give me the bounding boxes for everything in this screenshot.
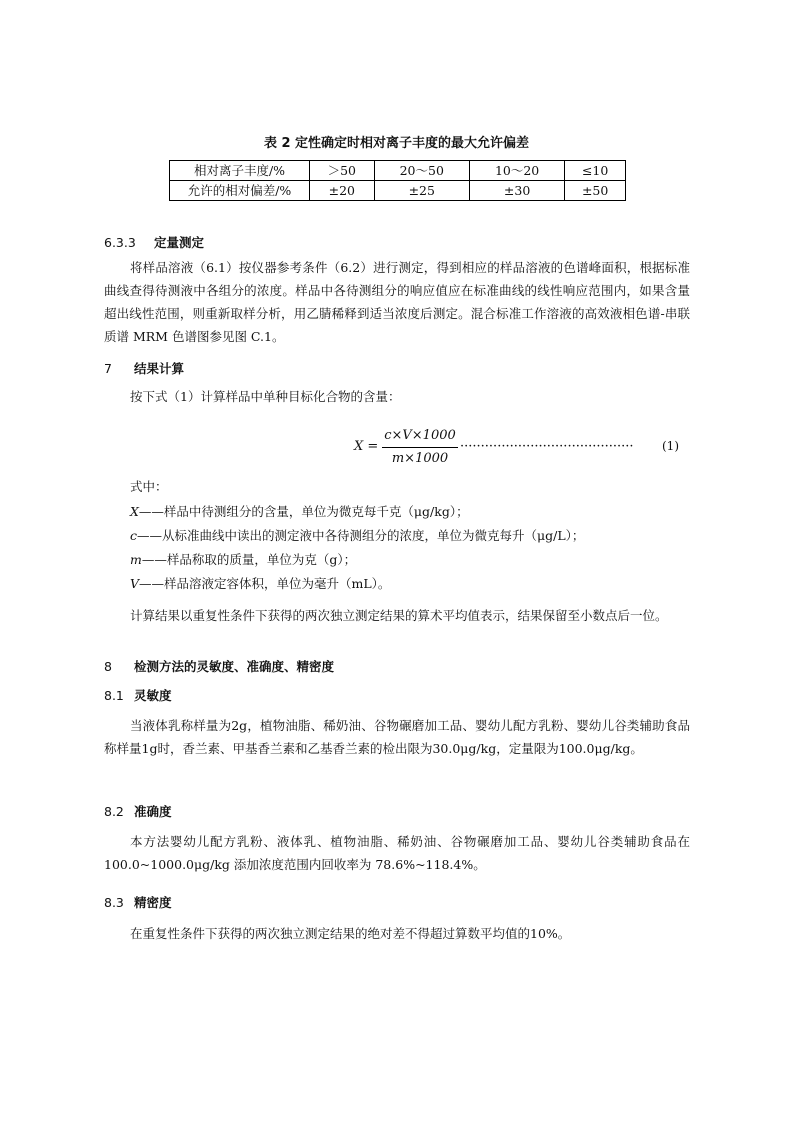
section-number: 8.1 <box>104 688 124 703</box>
section-title: 精密度 <box>133 895 172 910</box>
table-cell: ＞50 <box>310 161 375 181</box>
paragraph-sensitivity: 当液体乳称样量为2g，植物油脂、稀奶油、谷物碾磨加工品、婴幼儿配方乳粉、婴幼儿谷类辅助食品称样量1g时，香兰素、甲基香兰素和乙基香兰素的检出限为30.0μg/kg，定量限为100.0μg/kg。 <box>104 718 690 756</box>
table-cell: ≤10 <box>565 161 626 181</box>
formula-1 <box>354 425 684 473</box>
table-cell: ±25 <box>374 181 469 201</box>
equation-number: (1) <box>662 439 679 453</box>
formula-fraction <box>382 425 458 470</box>
section-number: 8 <box>104 659 112 674</box>
section-heading-8-2 <box>104 802 172 822</box>
variable-description: ——样品中待测组分的含量，单位为微克每千克（μg/kg）； <box>138 504 469 519</box>
paragraph-accuracy: 本方法婴幼儿配方乳粉、液体乳、植物油脂、稀奶油、谷物碾磨加工品、婴幼儿谷类辅助食品在 100.0~1000.0μg/kg 添加浓度范围内回收率为 78.6%~118.4%。 <box>104 834 690 872</box>
variable-definition <box>130 500 716 523</box>
variable-definition <box>130 524 716 547</box>
section-title: 结果计算 <box>133 361 184 376</box>
section-heading-7 <box>104 359 184 379</box>
table-row <box>170 181 626 201</box>
section-number: 8.2 <box>104 804 124 819</box>
table-cell: ±20 <box>310 181 375 201</box>
table-cell: ±30 <box>469 181 564 201</box>
table-cell: 10～20 <box>469 161 564 181</box>
table-row <box>170 161 626 181</box>
table-row-header: 相对离子丰度/% <box>170 161 310 181</box>
formula-lhs: X = <box>354 439 379 454</box>
section-heading-8 <box>104 657 334 677</box>
variable-definition <box>130 548 716 571</box>
table-cell: ±50 <box>565 181 626 201</box>
table-row-header: 允许的相对偏差/% <box>170 181 310 201</box>
variable-symbol: c <box>130 528 138 543</box>
table-cell: 20～50 <box>374 161 469 181</box>
section-title: 检测方法的灵敏度、准确度、精密度 <box>133 659 334 674</box>
variable-symbol: X <box>130 504 139 519</box>
paragraph-result-note: 计算结果以重复性条件下获得的两次独立测定结果的算术平均值表示，结果保留至小数点后一位。 <box>130 608 668 623</box>
ion-abundance-table <box>169 160 626 201</box>
variable-description: ——样品称取的质量，单位为克（g）； <box>141 552 357 567</box>
variable-description: ——样品溶液定容体积，单位为毫升（mL）。 <box>139 576 391 591</box>
paragraph-formula-intro: 按下式（1）计算样品中单种目标化合物的含量： <box>130 389 401 404</box>
section-heading-6-3-3 <box>104 233 204 253</box>
paragraph-precision: 在重复性条件下获得的两次独立测定结果的绝对差不得超过算数平均值的10%。 <box>130 926 571 941</box>
section-title: 灵敏度 <box>133 688 172 703</box>
variable-description: ——从标准曲线中读出的测定液中各待测组分的浓度，单位为微克每升（μg/L）； <box>137 528 585 543</box>
formula-leader-dots: ·········································· <box>460 439 634 454</box>
variable-symbol: m <box>130 552 142 567</box>
variable-definition <box>130 572 716 595</box>
section-number: 6.3.3 <box>104 235 136 250</box>
section-title: 准确度 <box>133 804 172 819</box>
section-heading-8-1 <box>104 686 172 706</box>
variable-symbol: V <box>130 576 140 591</box>
paragraph-quantitative: 将样品溶液（6.1）按仪器参考条件（6.2）进行测定，得到相应的样品溶液的色谱峰面积，根据标准曲线查得待测液中各组分的浓度。样品中各待测组分的响应值应在标准曲线的线性响应范围内，如果含量超出线性范围，则重新取样分析，用乙腈稀释到适当浓度后测定。混合标准工作溶液的高效液相色谱-串联质谱 MRM 色谱图参见图 C.1。 <box>104 260 690 344</box>
section-heading-8-3 <box>104 893 172 913</box>
section-number: 7 <box>104 361 112 376</box>
table-title: 表 2 定性确定时相对离子丰度的最大允许偏差 <box>263 136 530 151</box>
formula-denominator: m×1000 <box>391 451 449 466</box>
section-title: 定量测定 <box>153 235 204 250</box>
formula-numerator: c×V×1000 <box>384 428 456 443</box>
section-number: 8.3 <box>104 895 124 910</box>
where-label: 式中： <box>130 479 168 494</box>
